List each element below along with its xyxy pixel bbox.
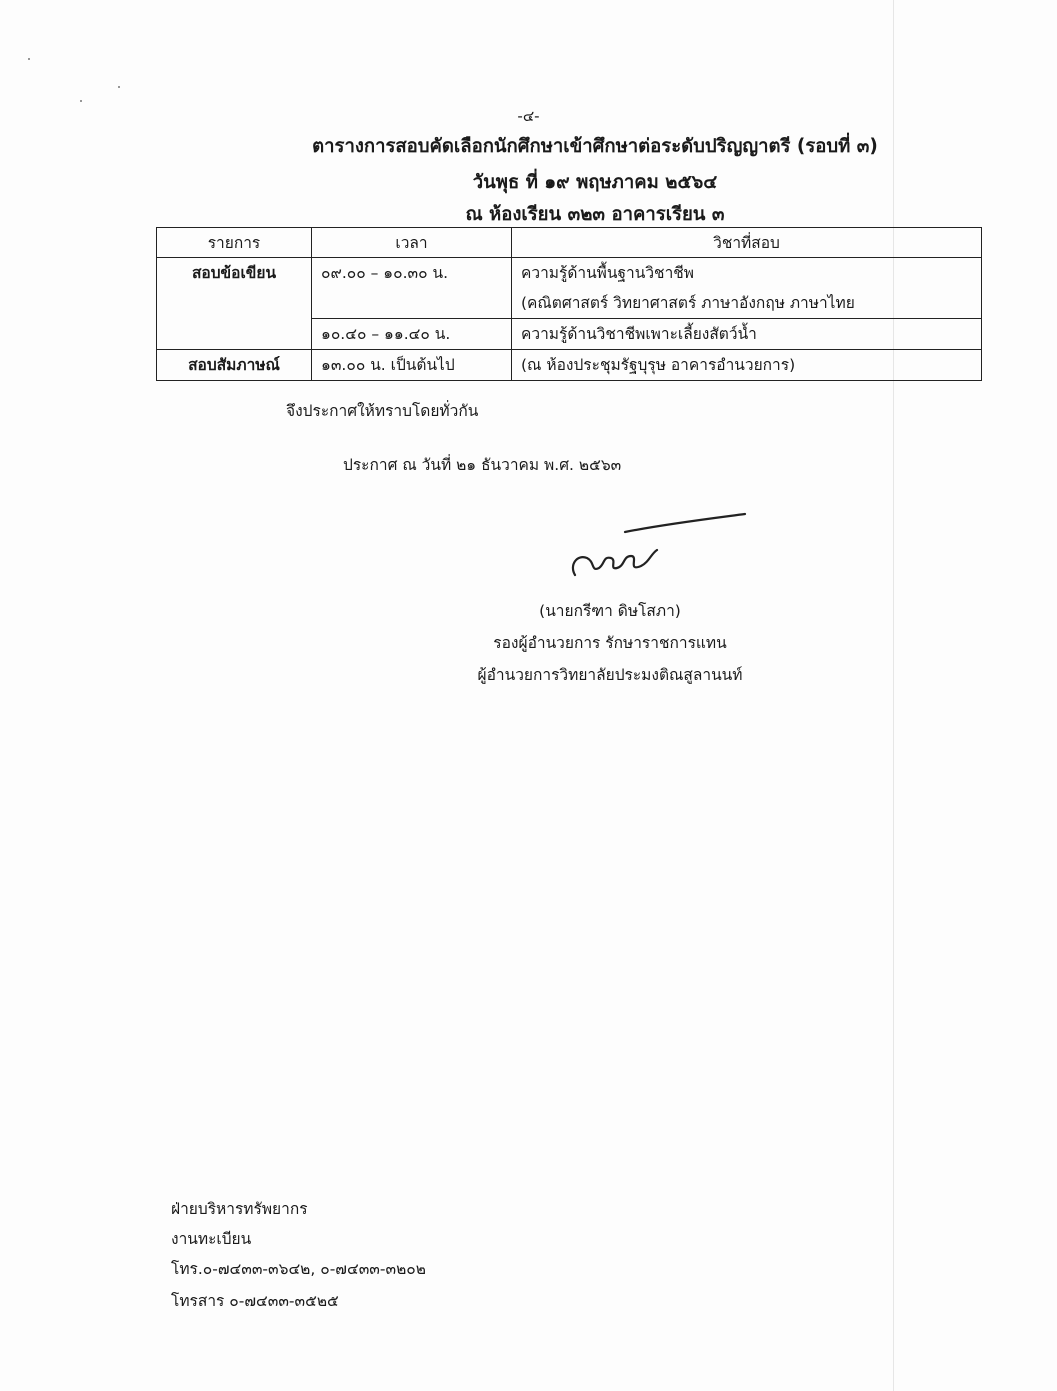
- exam-date: วันพุธ ที่ ๑๙ พฤษภาคม ๒๕๖๔: [472, 172, 718, 193]
- footer-unit: งานทะเบียน: [171, 1230, 252, 1248]
- handwritten-signature: [565, 510, 755, 590]
- subject-line: ความรู้ด้านพื้นฐานวิชาชีพ: [521, 264, 695, 282]
- table-row: [157, 350, 982, 381]
- announcement-text: จึงประกาศให้ทราบโดยทั่วกัน: [286, 402, 479, 420]
- exam-location: ณ ห้องเรียน ๓๒๓ อาคารเรียน ๓: [465, 204, 725, 225]
- signatory-position: ผู้อำนวยการวิทยาลัยประมงติณสูลานนท์: [477, 666, 743, 684]
- time-label: ๑๐.๔๐ – ๑๑.๔๐ น.: [321, 325, 451, 343]
- announcement-date: ประกาศ ณ วันที่ ๒๑ ธันวาคม พ.ศ. ๒๕๖๓: [343, 456, 622, 474]
- subject-cell: [512, 350, 982, 381]
- schedule-table: [156, 227, 982, 381]
- column-header: วิชาที่สอบ: [512, 228, 982, 258]
- time-label: ๑๓.๐๐ น. เป็นต้นไป: [321, 356, 455, 374]
- time-label: ๐๙.๐๐ – ๑๐.๓๐ น.: [321, 264, 448, 282]
- table-row: [157, 258, 982, 319]
- page-number: -๔-: [517, 107, 540, 125]
- time-cell: [312, 319, 512, 350]
- subject-cell: [512, 319, 982, 350]
- subject-line: ความรู้ด้านวิชาชีพเพาะเลี้ยงสัตว์น้ำ: [521, 325, 757, 343]
- time-cell: [312, 350, 512, 381]
- subject-cell: [512, 258, 982, 319]
- signatory-position: รองผู้อำนวยการ รักษาราชการแทน: [493, 634, 727, 652]
- footer-fax: โทรสาร ๐-๗๔๓๓-๓๕๒๕: [171, 1292, 339, 1310]
- column-header: รายการ: [157, 228, 312, 258]
- scan-speck: [28, 58, 30, 60]
- footer-phone: โทร.๐-๗๔๓๓-๓๖๔๒, ๐-๗๔๓๓-๓๒๐๒: [171, 1260, 426, 1278]
- item-label: สอบสัมภาษณ์: [188, 356, 280, 374]
- signatory-name: (นายกรีฑา ดิษโสภา): [539, 602, 681, 620]
- scan-speck: [118, 86, 120, 88]
- column-header: เวลา: [312, 228, 512, 258]
- document-title: ตารางการสอบคัดเลือกนักศึกษาเข้าศึกษาต่อระดับปริญญาตรี (รอบที่ ๓): [312, 136, 878, 157]
- scan-speck: [80, 100, 82, 102]
- table-header-row: [157, 228, 982, 258]
- footer-department: ฝ่ายบริหารทรัพยากร: [171, 1200, 308, 1218]
- item-cell: [157, 350, 312, 381]
- item-cell: [157, 258, 312, 350]
- subject-line: (ณ ห้องประชุมรัฐบุรุษ อาคารอำนวยการ): [521, 356, 796, 374]
- time-cell: [312, 258, 512, 319]
- item-label: สอบข้อเขียน: [191, 264, 277, 282]
- subject-line: (คณิตศาสตร์ วิทยาศาสตร์ ภาษาอังกฤษ ภาษาไทย: [521, 294, 855, 312]
